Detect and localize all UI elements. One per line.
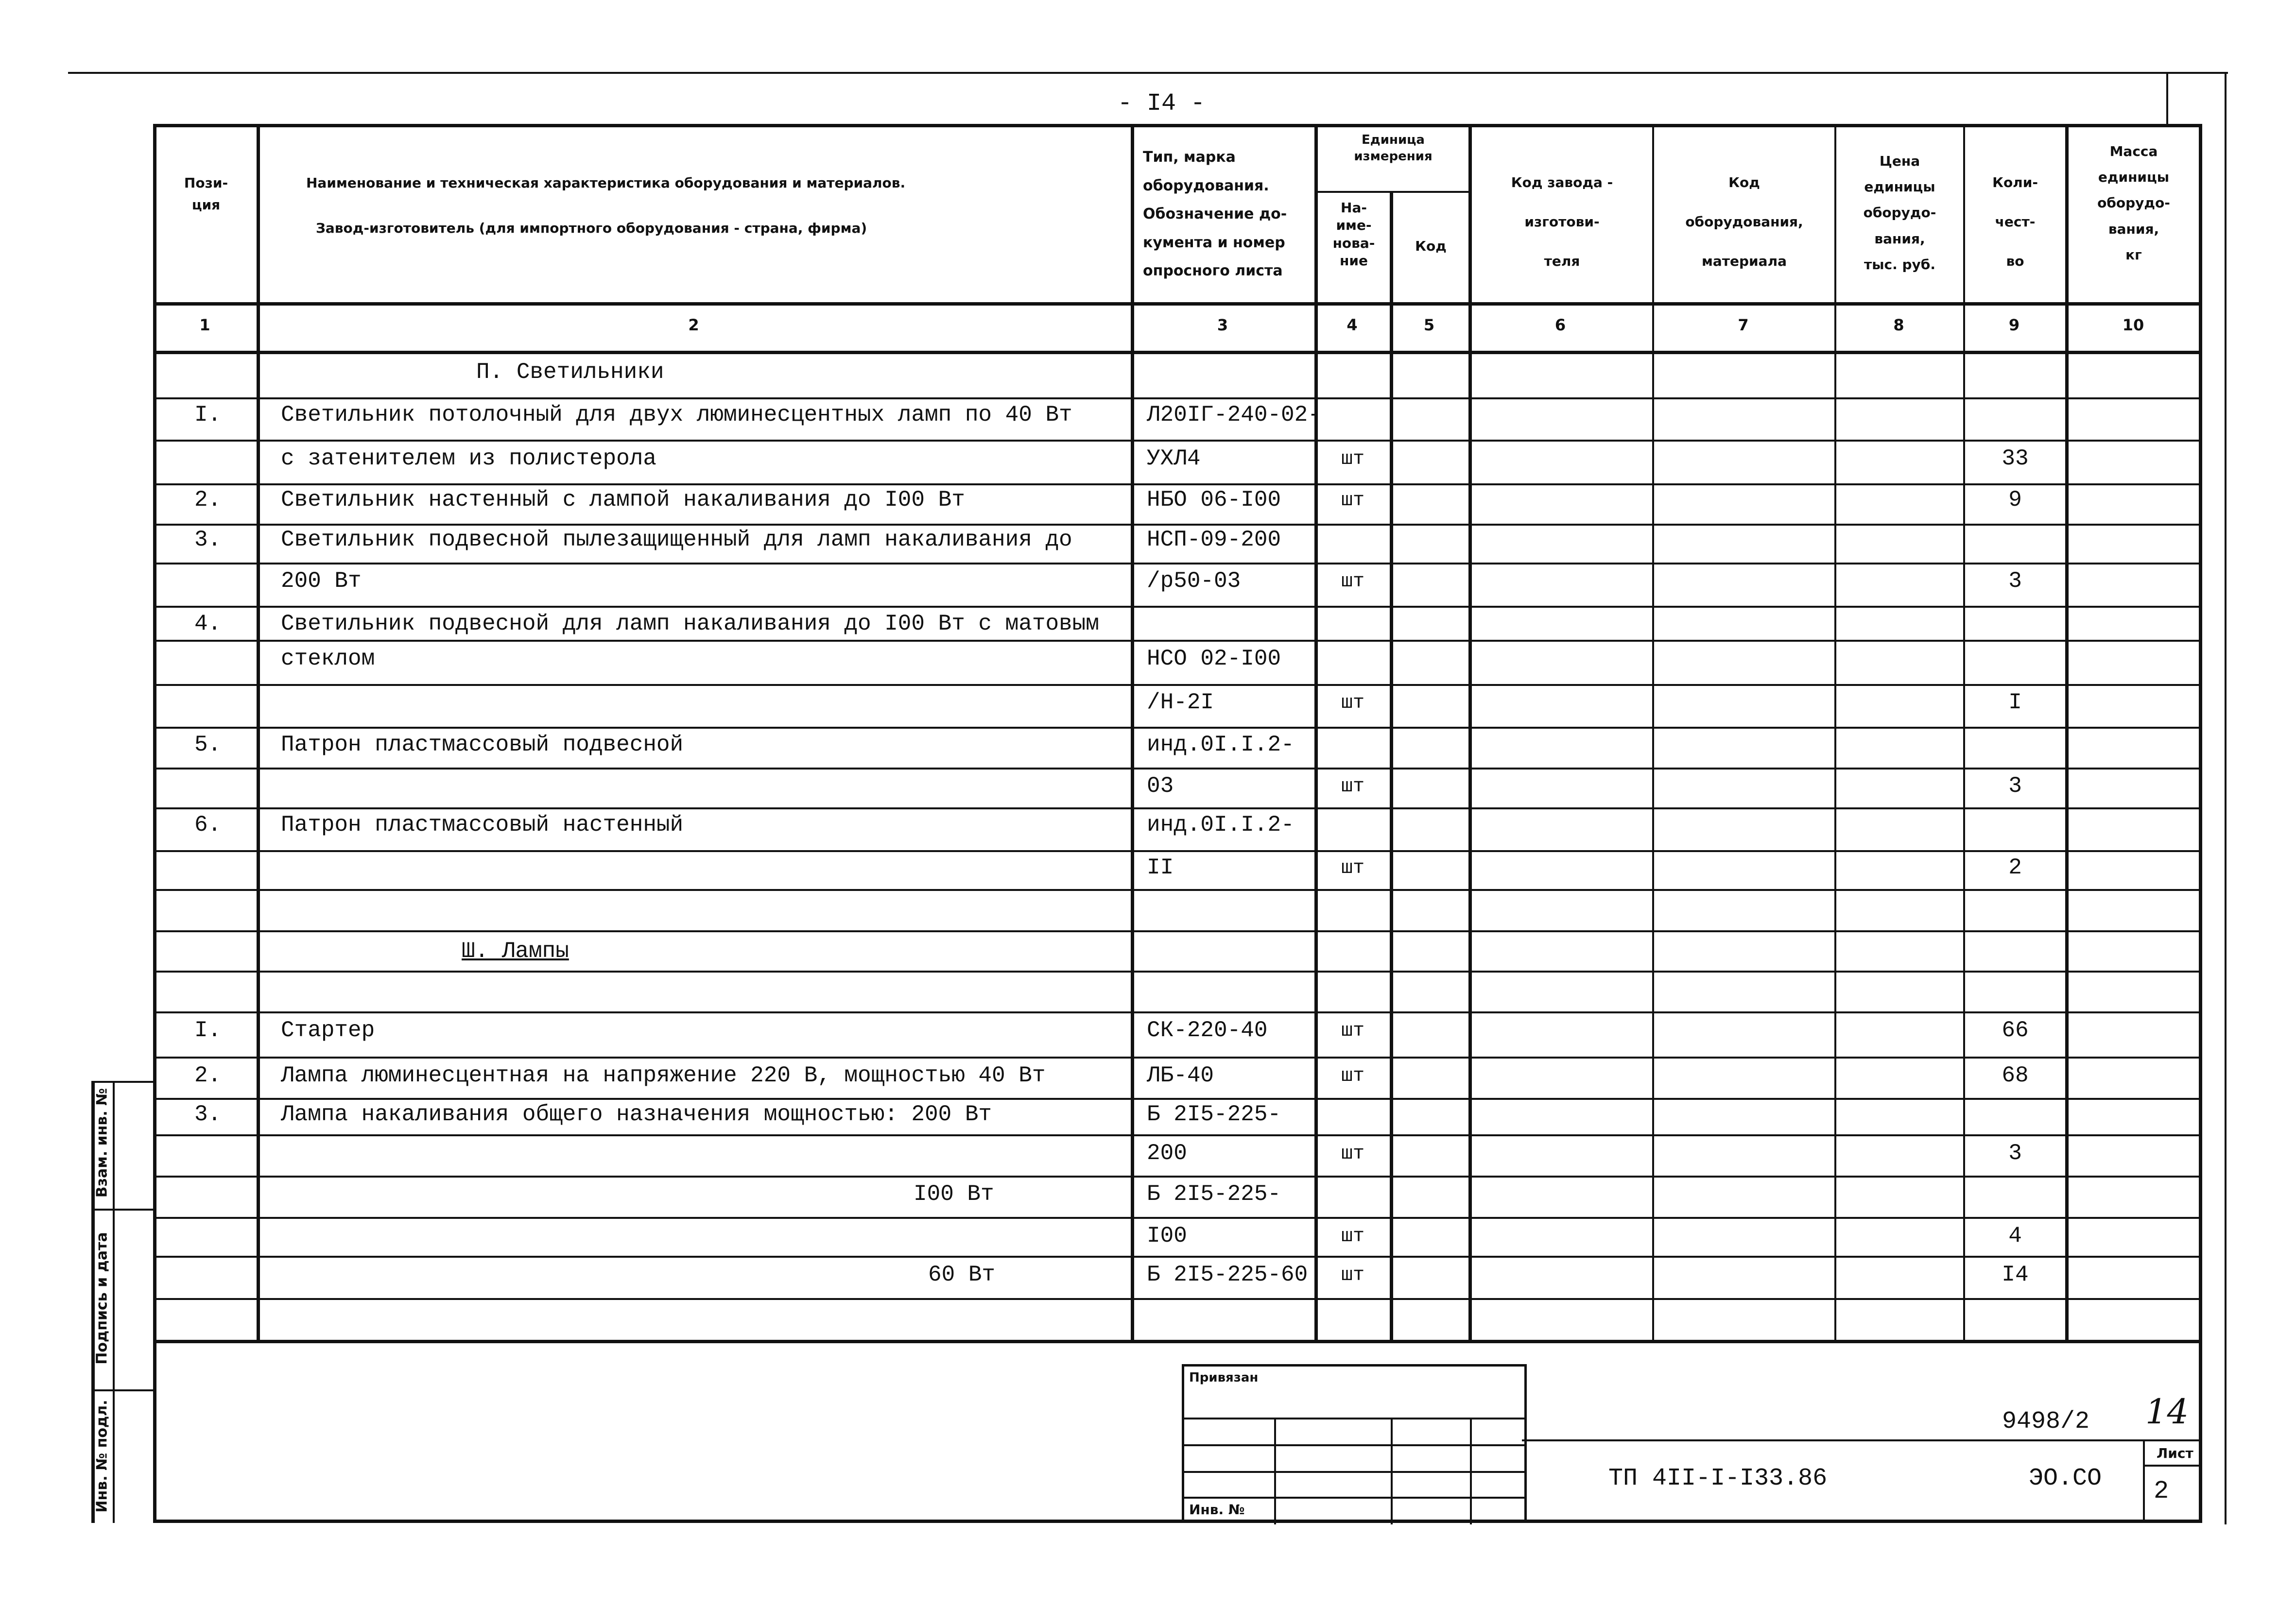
header-factory-code: Код завода - изготови- теля: [1511, 174, 1613, 270]
table-body-bottom: [153, 1340, 2201, 1343]
side-strip-inner: [113, 1081, 115, 1523]
row-name: I00 Вт: [914, 1181, 994, 1207]
header-type: Тип, марка оборудования. Обозначение до- кумента и номер опросного листа: [1143, 149, 1287, 279]
header-name-line1: Наименование и техническая характеристика оборудования и материалов.: [306, 175, 906, 191]
row-line: [153, 807, 2201, 809]
row-quantity: 3: [2008, 1141, 2022, 1166]
stamp-line-3: [1184, 1471, 1524, 1473]
header-unit-name: На- име- нова- ние: [1332, 200, 1375, 269]
row-unit: шт: [1341, 692, 1365, 714]
row-unit: шт: [1341, 1265, 1365, 1286]
colnum-1: 1: [199, 316, 210, 334]
col-sep-7: [1834, 124, 1836, 1343]
row-name: Ш. Лампы: [462, 939, 569, 964]
colnum-8: 8: [1893, 316, 1904, 334]
table-top-border: [153, 124, 2201, 127]
row-position: 2.: [194, 1063, 222, 1088]
stamp-vline-1: [1274, 1418, 1276, 1524]
privyazan-label: Привязан: [1189, 1370, 1259, 1385]
row-type: инд.0I.I.2-: [1147, 812, 1295, 838]
row-line: [153, 1298, 2201, 1300]
page-number: - I4 -: [1118, 90, 1206, 118]
row-type: Б 2I5-225-: [1147, 1181, 1281, 1207]
colnum-3: 3: [1217, 316, 1228, 334]
row-line: [153, 1217, 2201, 1219]
colnum-4: 4: [1347, 316, 1358, 334]
privyazan-stamp: [1182, 1364, 1527, 1523]
row-line: [153, 483, 2201, 485]
stamp-line-4: [1184, 1497, 1524, 1499]
doc-code: ТП 4II-I-I33.86: [1608, 1465, 1828, 1492]
row-quantity: 4: [2008, 1223, 2022, 1248]
col-sep-5: [1468, 124, 1472, 1343]
top-rule: [68, 72, 2228, 74]
row-line: [153, 606, 2201, 608]
row-type: Б 2I5-225-: [1147, 1102, 1281, 1127]
row-unit: шт: [1341, 490, 1365, 512]
row-position: I.: [194, 402, 222, 427]
stamp-vline-3: [1470, 1418, 1472, 1524]
stamp-line-1: [1184, 1418, 1524, 1419]
col-sep-6: [1652, 124, 1654, 1343]
col-sep-9: [2065, 124, 2069, 1343]
colnum-5: 5: [1423, 316, 1435, 334]
colnum-10: 10: [2122, 316, 2144, 334]
row-name: П. Светильники: [476, 359, 664, 385]
table-bottom-border: [153, 1520, 2201, 1523]
title-list-left: [2143, 1439, 2145, 1522]
row-unit: шт: [1341, 776, 1365, 798]
row-position: 2.: [194, 487, 222, 513]
row-type: инд.0I.I.2-: [1147, 732, 1295, 757]
row-line: [153, 684, 2201, 686]
row-name: Светильник настенный с лампой накаливания до I00 Вт: [281, 487, 965, 513]
list-number: 2: [2154, 1477, 2169, 1505]
row-position: 6.: [194, 812, 222, 838]
row-line: [153, 1256, 2201, 1258]
colnum-9: 9: [2008, 316, 2020, 334]
colnum-7: 7: [1738, 316, 1749, 334]
row-line: [153, 1176, 2201, 1178]
row-quantity: 66: [2002, 1018, 2029, 1043]
row-name: 200 Вт: [281, 568, 362, 594]
row-line: [153, 727, 2201, 729]
row-position: 3.: [194, 527, 222, 552]
row-line: [153, 1057, 2201, 1059]
row-type: I00: [1147, 1223, 1187, 1248]
col-sep-2: [1131, 124, 1134, 1343]
row-line: [153, 640, 2201, 642]
row-unit: шт: [1341, 1065, 1365, 1087]
row-position: I.: [194, 1018, 222, 1043]
column-number-row: [153, 316, 2201, 340]
row-type: НБО 06-I00: [1147, 487, 1281, 513]
row-line: [153, 889, 2201, 891]
row-position: 4.: [194, 611, 222, 636]
header-price: Цена единицы оборудо- вания, тыс. руб.: [1863, 153, 1936, 273]
row-unit: шт: [1341, 1226, 1365, 1248]
side-label-vzam: Взам. инв. №: [93, 1088, 111, 1198]
row-quantity: 9: [2008, 487, 2022, 513]
row-type: 200: [1147, 1141, 1187, 1166]
row-name: с затенителем из полистерола: [281, 446, 656, 471]
row-type: ЛБ-40: [1147, 1063, 1214, 1088]
title-list-divider: [2143, 1465, 2200, 1467]
row-name: стеклом: [281, 646, 375, 671]
header-equipment-code: Код оборудования, материала: [1685, 174, 1803, 270]
frame-right-outer: [2225, 72, 2227, 1524]
row-quantity: 3: [2008, 568, 2022, 594]
row-name: Патрон пластмассовый подвесной: [281, 732, 684, 757]
title-block-divider: [1522, 1439, 2200, 1441]
row-type: /р50-03: [1147, 568, 1241, 594]
row-type: 03: [1147, 773, 1174, 799]
header-bottom: [153, 302, 2201, 306]
header-position: Пози- ция: [184, 175, 228, 213]
row-name: Лампа люминесцентная на напряжение 220 В, мощностью 40 Вт: [281, 1063, 1046, 1088]
row-quantity: I4: [2002, 1262, 2029, 1287]
sheet-code: ЭО.СО: [2029, 1465, 2102, 1492]
row-name: Лампа накаливания общего назначения мощностью: 200 Вт: [281, 1102, 992, 1127]
archive-number: 9498/2: [2002, 1408, 2090, 1436]
row-name: Светильник подвесной пылезащищенный для ламп накаливания до: [281, 527, 1072, 552]
row-line: [153, 971, 2201, 973]
row-unit: шт: [1341, 857, 1365, 879]
row-line: [153, 850, 2201, 852]
list-label: Лист: [2157, 1445, 2193, 1461]
row-type: УХЛ4: [1147, 446, 1201, 471]
stamp-line-2: [1184, 1444, 1524, 1446]
row-type: Л20IГ-240-02-: [1147, 402, 1321, 427]
colnum-bottom: [153, 351, 2201, 354]
row-line: [153, 768, 2201, 769]
row-line: [153, 1098, 2201, 1100]
header-name-line2: Завод-изготовитель (для импортного оборудования - страна, фирма): [316, 220, 867, 236]
side-label-podpis: Подпись и дата: [93, 1232, 111, 1365]
frame-right-inner: [2166, 72, 2168, 125]
row-quantity: 68: [2002, 1063, 2029, 1088]
col-sep-3: [1314, 124, 1318, 1343]
row-quantity: 2: [2008, 855, 2022, 880]
row-unit: шт: [1341, 448, 1365, 470]
row-type: СК-220-40: [1147, 1018, 1268, 1043]
colnum-2: 2: [688, 316, 699, 334]
header-unit-code: Код: [1415, 238, 1447, 254]
col-sep-1: [257, 124, 260, 1343]
row-position: 5.: [194, 732, 222, 757]
row-line: [153, 440, 2201, 442]
unit-group-divider: [1314, 191, 1470, 193]
row-line: [153, 563, 2201, 564]
row-position: 3.: [194, 1102, 222, 1127]
row-quantity: 3: [2008, 773, 2022, 799]
row-type: НСП-09-200: [1147, 527, 1281, 552]
colnum-6: 6: [1554, 316, 1566, 334]
header-quantity: Коли- чест- во: [1992, 174, 2038, 270]
row-quantity: I: [2008, 690, 2022, 715]
side-label-inv: Инв. № подл.: [93, 1400, 111, 1513]
inv-no-label: Инв. №: [1189, 1502, 1245, 1518]
row-name: Светильник потолочный для двух люминесцентных ламп по 40 Вт: [281, 402, 1072, 427]
row-unit: шт: [1341, 1020, 1365, 1042]
row-type: /Н-2I: [1147, 690, 1214, 715]
row-quantity: 33: [2002, 446, 2029, 471]
row-name: Стартер: [281, 1018, 375, 1043]
row-line: [153, 524, 2201, 526]
row-name: Патрон пластмассовый настенный: [281, 812, 684, 838]
row-name: Светильник подвесной для ламп накаливания до I00 Вт с матовым: [281, 611, 1099, 636]
row-type: НСО 02-I00: [1147, 646, 1281, 671]
row-unit: шт: [1341, 571, 1365, 593]
stamp-vline-2: [1391, 1418, 1393, 1524]
row-line: [153, 1011, 2201, 1013]
row-name: 60 Вт: [928, 1262, 996, 1287]
header-mass: Масса единицы оборудо- вания, кг: [2097, 143, 2170, 263]
header-unit-group: Единица измерения: [1354, 133, 1433, 164]
row-line: [153, 397, 2201, 399]
row-line: [153, 930, 2201, 932]
row-type: II: [1147, 855, 1174, 880]
row-unit: шт: [1341, 1143, 1365, 1165]
handwritten-sheet-number: 14: [2145, 1392, 2189, 1432]
row-type: Б 2I5-225-60: [1147, 1262, 1308, 1287]
row-line: [153, 1134, 2201, 1136]
